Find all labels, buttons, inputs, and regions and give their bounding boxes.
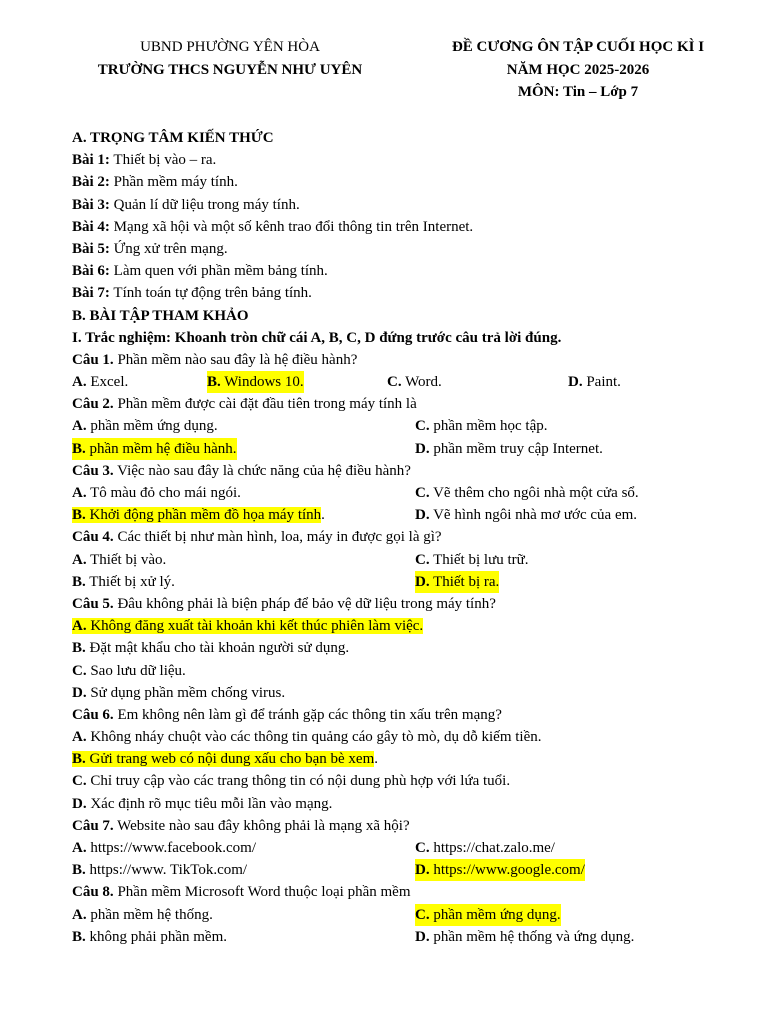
option-letter: C. — [415, 418, 430, 435]
option-letter: B. — [72, 751, 86, 768]
option-text: Vẽ hình ngôi nhà mơ ước của em. — [429, 507, 638, 524]
option-letter: B. — [72, 573, 86, 590]
lesson-label: Bài 3: — [72, 196, 110, 213]
answer-row — [72, 504, 752, 526]
answer-row — [72, 748, 752, 770]
option-d — [72, 685, 285, 701]
option-letter: D. — [415, 573, 430, 590]
option-text: Thiết bị vào. — [86, 551, 167, 568]
question-label: Câu 3. — [72, 462, 114, 479]
header-right — [418, 36, 738, 104]
question-3 — [72, 460, 752, 482]
question-label: Câu 1. — [72, 351, 114, 368]
option-d — [72, 796, 332, 812]
option-text: Tô màu đỏ cho mái ngói. — [86, 485, 241, 501]
option-letter: B. — [72, 862, 86, 879]
answer-row — [72, 859, 752, 881]
section-b-title: B. BÀI TẬP THAM KHẢO — [72, 307, 249, 324]
lesson-label: Bài 1: — [72, 152, 110, 169]
question-text: Các thiết bị như màn hình, loa, máy in được gọi là gì? — [113, 529, 442, 546]
lesson-text: Mạng xã hội và một số kênh trao đổi thông tin trên Internet. — [109, 218, 474, 235]
answer-row — [72, 571, 752, 593]
lesson-item — [72, 194, 752, 216]
option-letter: D. — [72, 795, 87, 812]
option-b-correct — [72, 438, 237, 460]
question-text: Em không nên làm gì để tránh gặp các thông tin xấu trên mạng? — [113, 706, 502, 723]
option-letter: C. — [72, 662, 87, 679]
question-text: Phần mềm được cài đặt đầu tiên trong máy tính là — [113, 396, 417, 413]
lesson-label: Bài 5: — [72, 240, 110, 257]
question-text: Việc nào sau đây là chức năng của hệ điều hành? — [113, 462, 411, 479]
answer-row — [72, 793, 752, 815]
option-letter: D. — [568, 374, 583, 391]
option-text: Excel. — [86, 374, 129, 391]
document-body — [72, 127, 752, 948]
option-text: không phải phần mềm. — [85, 928, 227, 945]
section-a-title: A. TRỌNG TÂM KIẾN THỨC — [72, 130, 274, 146]
lesson-item — [72, 171, 752, 193]
answer-row — [72, 615, 752, 637]
lesson-text: Ứng xử trên mạng. — [109, 240, 228, 257]
option-letter: A. — [72, 729, 87, 746]
option-letter: D. — [415, 507, 430, 524]
option-text: Windows 10. — [220, 374, 304, 391]
lesson-label: Bài 2: — [72, 174, 110, 191]
question-label: Câu 7. — [72, 817, 114, 834]
lesson-label: Bài 7: — [72, 285, 110, 302]
option-letter: D. — [72, 684, 87, 701]
option-letter: C. — [415, 906, 430, 923]
option-text: Sao lưu dữ liệu. — [86, 662, 186, 679]
option-text: Chỉ truy cập vào các trang thông tin có nội dung phù hợp với lứa tuổi. — [86, 773, 511, 790]
option-c — [415, 837, 555, 859]
question-5 — [72, 593, 752, 615]
answer-row — [72, 682, 752, 704]
question-label: Câu 8. — [72, 884, 114, 901]
option-text: Thiết bị lưu trữ. — [429, 551, 529, 568]
option-d-correct — [415, 859, 585, 881]
lesson-text: Phần mềm máy tính. — [109, 174, 238, 191]
option-c — [72, 773, 510, 789]
answer-row — [72, 549, 752, 571]
option-letter: C. — [415, 551, 430, 568]
option-c-correct — [415, 904, 561, 926]
option-c — [387, 371, 442, 393]
option-text: phần mềm hệ thống và ứng dụng. — [429, 928, 635, 945]
option-letter: B. — [72, 507, 86, 524]
option-letter: A. — [72, 374, 87, 391]
option-punctuation: . — [321, 507, 325, 524]
option-c — [415, 482, 639, 504]
option-a — [72, 482, 241, 504]
option-text: Thiết bị ra. — [429, 573, 500, 590]
header-left — [70, 36, 390, 81]
option-b-correct — [72, 751, 378, 767]
option-text: Sử dụng phần mềm chống virus. — [86, 684, 286, 701]
lesson-label: Bài 4: — [72, 218, 110, 235]
option-letter: D. — [415, 440, 430, 457]
part-1-instruction: I. Trắc nghiệm: Khoanh tròn chữ cái A, B, C, D đứng trước câu trả lời đúng. — [72, 329, 562, 346]
option-letter: A. — [72, 418, 87, 435]
option-text: phần mềm ứng dụng. — [429, 906, 561, 923]
option-text: Gửi trang web có nội dung xấu cho bạn bè xem — [85, 751, 375, 768]
option-letter: B. — [207, 374, 221, 391]
answer-row — [72, 660, 752, 682]
option-text: phần mềm ứng dụng. — [86, 418, 218, 435]
option-b-correct — [207, 371, 304, 393]
option-a — [72, 904, 213, 926]
option-text: Đặt mật khẩu cho tài khoản người sử dụng. — [85, 640, 350, 657]
option-d — [415, 438, 603, 460]
option-text: https://www.facebook.com/ — [86, 840, 257, 856]
option-b — [72, 640, 349, 656]
answer-row — [72, 482, 752, 504]
lesson-item — [72, 238, 752, 260]
question-2 — [72, 393, 752, 415]
option-text: Thiết bị xử lý. — [85, 573, 175, 590]
option-letter: D. — [415, 928, 430, 945]
question-7 — [72, 815, 752, 837]
option-letter: C. — [72, 773, 87, 790]
option-d — [415, 926, 634, 948]
answer-row — [72, 371, 752, 393]
option-punctuation: . — [374, 751, 378, 768]
answer-row — [72, 415, 752, 437]
question-label: Câu 2. — [72, 396, 114, 413]
answer-row — [72, 770, 752, 792]
option-letter: A. — [72, 551, 87, 568]
school-year: NĂM HỌC 2025-2026 — [506, 61, 650, 78]
option-d — [568, 371, 621, 393]
lesson-text: Quản lí dữ liệu trong máy tính. — [109, 196, 300, 213]
option-letter: A. — [72, 906, 87, 923]
option-letter: B. — [72, 928, 86, 945]
option-letter: C. — [415, 485, 430, 501]
lesson-item — [72, 149, 752, 171]
option-letter: A. — [72, 618, 87, 635]
option-text: Xác định rõ mục tiêu mỗi lần vào mạng. — [86, 795, 333, 812]
option-text: Vẽ thêm cho ngôi nhà một cửa sổ. — [429, 485, 639, 501]
question-label: Câu 4. — [72, 529, 114, 546]
option-text: https://www.google.com/ — [429, 862, 585, 879]
answer-row — [72, 926, 752, 948]
option-a — [72, 549, 166, 571]
question-4 — [72, 526, 752, 548]
answer-row — [72, 726, 752, 748]
answer-row — [72, 438, 752, 460]
document-title: ĐỀ CƯƠNG ÔN TẬP CUỐI HỌC KÌ I — [451, 39, 705, 55]
option-text: https://chat.zalo.me/ — [429, 840, 555, 856]
lesson-label: Bài 6: — [72, 263, 110, 280]
option-a — [72, 415, 218, 437]
answer-row — [72, 637, 752, 659]
question-6 — [72, 704, 752, 726]
option-b — [72, 571, 175, 593]
option-text: Paint. — [582, 374, 621, 391]
option-letter: B. — [72, 640, 86, 657]
option-text: Word. — [401, 374, 442, 391]
option-letter: A. — [72, 485, 87, 501]
lesson-text: Thiết bị vào – ra. — [109, 152, 217, 169]
question-text: Phần mềm nào sau đây là hệ điều hành? — [113, 351, 358, 368]
lesson-item — [72, 216, 752, 238]
option-d — [415, 504, 637, 526]
school-name: TRƯỜNG THCS NGUYỄN NHƯ UYÊN — [97, 61, 363, 78]
option-text: phần mềm hệ điều hành. — [85, 440, 237, 457]
question-text: Phần mềm Microsoft Word thuộc loại phần mềm — [113, 884, 411, 901]
option-text: https://www. TikTok.com/ — [85, 862, 248, 879]
option-b-correct — [72, 504, 325, 526]
question-label: Câu 5. — [72, 595, 114, 612]
option-b — [72, 859, 247, 881]
question-text: Đâu không phải là biện pháp để bảo vệ dữ liệu trong máy tính? — [113, 595, 496, 612]
option-a — [72, 729, 542, 745]
question-text: Website nào sau đây không phải là mạng xã hội? — [113, 817, 410, 834]
option-d-correct — [415, 571, 499, 593]
question-1 — [72, 349, 752, 371]
question-label: Câu 6. — [72, 706, 114, 723]
option-a-correct — [72, 618, 423, 634]
option-c — [415, 415, 547, 437]
option-letter: C. — [387, 374, 402, 391]
option-text: Khởi động phần mềm đồ họa máy tính — [85, 507, 322, 524]
option-letter: B. — [72, 440, 86, 457]
option-letter: A. — [72, 840, 87, 856]
lesson-text: Làm quen với phần mềm bảng tính. — [109, 263, 328, 280]
option-letter: C. — [415, 840, 430, 856]
authority-name: UBND PHƯỜNG YÊN HÒA — [140, 39, 320, 55]
option-a — [72, 371, 128, 393]
lesson-item — [72, 260, 752, 282]
option-text: phần mềm học tập. — [429, 418, 548, 435]
option-c — [72, 663, 186, 679]
subject-grade: MÔN: Tin – Lớp 7 — [517, 84, 639, 100]
lesson-item — [72, 282, 752, 304]
answer-row — [72, 837, 752, 859]
option-c — [415, 549, 529, 571]
option-text: phần mềm hệ thống. — [86, 906, 213, 923]
option-a — [72, 837, 256, 859]
option-b — [72, 926, 227, 948]
option-text: phần mềm truy cập Internet. — [429, 440, 603, 457]
option-text: Không đăng xuất tài khoản khi kết thúc phiên làm việc. — [86, 618, 424, 635]
answer-row — [72, 904, 752, 926]
lesson-text: Tính toán tự động trên bảng tính. — [109, 285, 312, 302]
option-letter: D. — [415, 862, 430, 879]
option-text: Không nháy chuột vào các thông tin quảng cáo gây tò mò, dụ dỗ kiếm tiền. — [86, 729, 542, 746]
question-8 — [72, 881, 752, 903]
